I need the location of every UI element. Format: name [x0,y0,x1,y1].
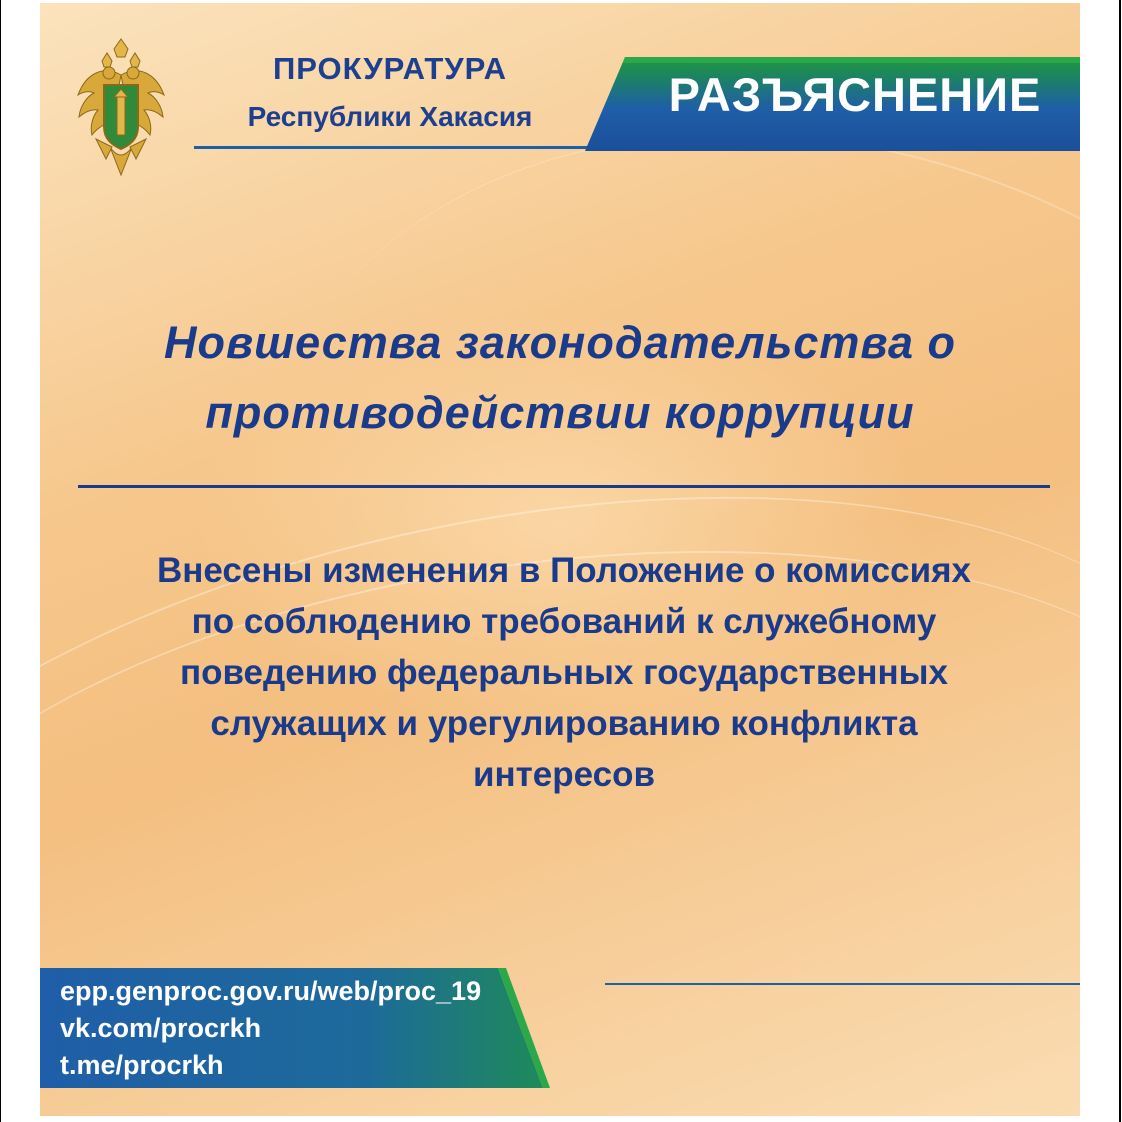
banner-label: РАЗЪЯСНЕНИЕ [668,68,1042,121]
header-rule [194,146,594,149]
footer-rule [605,983,1080,985]
link-vk[interactable]: vk.com/procrkh [60,1013,262,1043]
body-line: Внесены изменения в Положение о комиссиях [157,551,971,590]
link-website[interactable]: epp.genproc.gov.ru/web/proc_19 [60,976,482,1006]
emblem-icon [74,35,168,183]
headline [80,308,1040,448]
org-name: ПРОКУРАТУРА [273,51,507,86]
org-region: Республики Хакасия [247,101,533,132]
links-list [60,973,481,1084]
frame-border-left [0,0,1,1122]
body-line: интересов [472,755,655,794]
body-text [80,545,1048,800]
body-line: служащих и урегулированию конфликта [210,704,918,743]
headline-line-2: противодействии коррупции [205,387,915,438]
link-telegram[interactable]: t.me/procrkh [60,1050,224,1080]
headline-line-1: Новшества законодательства о [163,317,957,368]
poster [40,3,1080,1116]
body-line: по соблюдению требований к служебному [191,602,937,641]
frame-border-right [1119,0,1121,1122]
divider [78,485,1050,488]
body-line: поведению федеральных государственных [179,653,949,692]
